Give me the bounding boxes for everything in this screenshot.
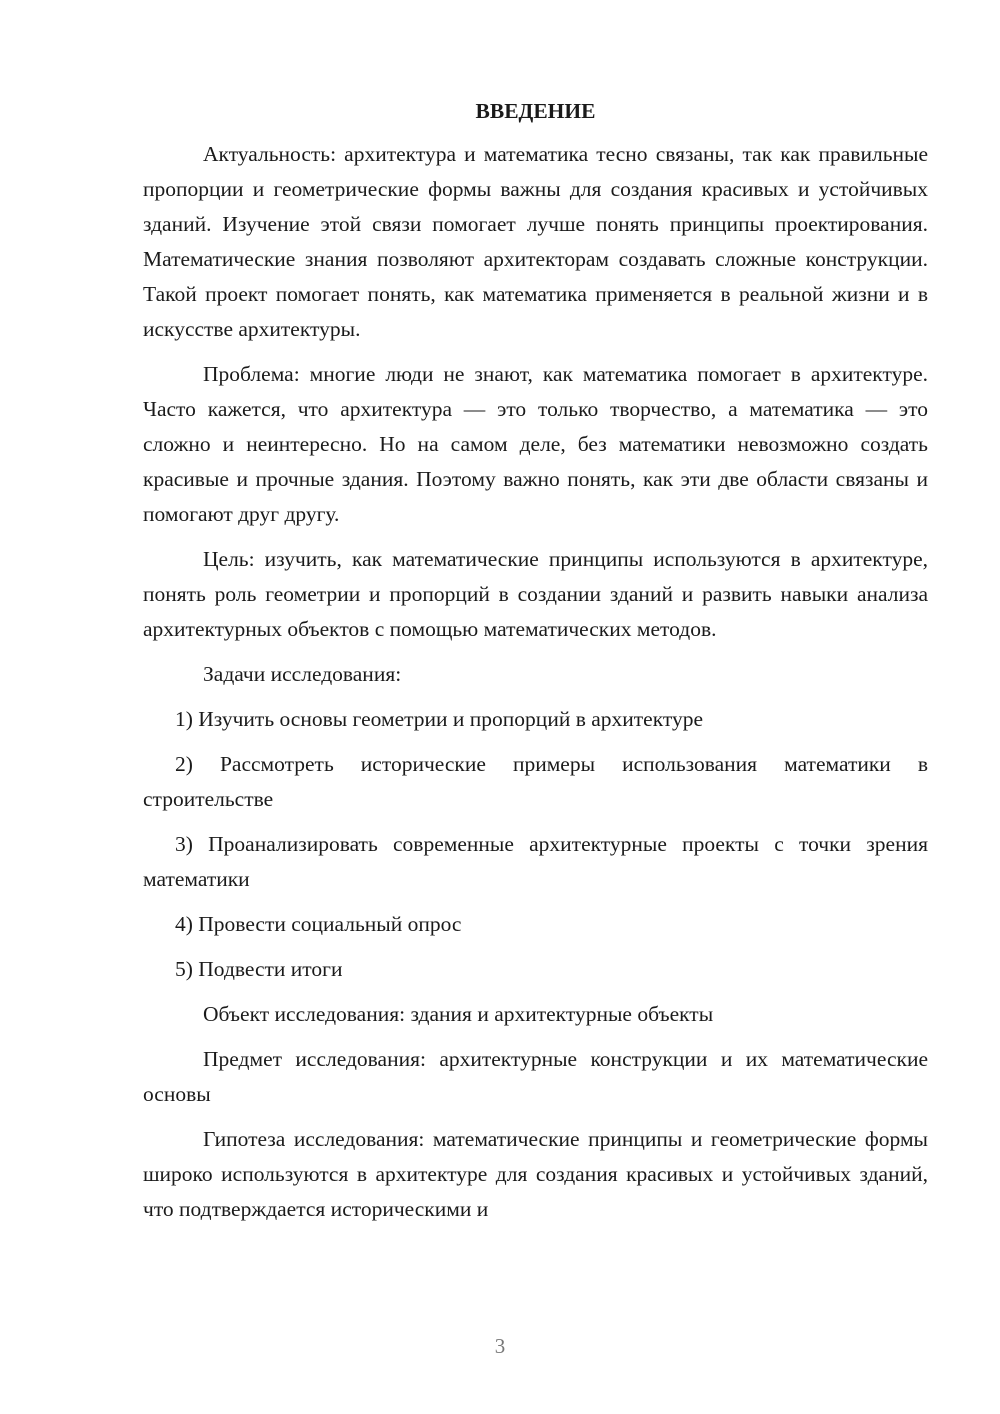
problem-paragraph: Проблема: многие люди не знают, как математика помогает в архитектуре. Часто кажется, что архитектура — это только творчество, а математика — это сложно и неинтересно. Но на самом деле, без математики невозможно создать красивые и прочные здания. Поэтому важно понять, как эти две области связаны и помогают друг другу. [143, 362, 928, 526]
section-heading: ВВЕДЕНИЕ [475, 99, 596, 123]
hypothesis-paragraph: Гипотеза исследования: математические принципы и геометрические формы широко используются в архитектуре для создания красивых и устойчивых зданий, что подтверждается историческими и [143, 1127, 928, 1221]
relevance-paragraph: Актуальность: архитектура и математика тесно связаны, так как правильные пропорции и геометрические формы важны для создания красивых и устойчивых зданий. Изучение этой связи помогает лучше понять принципы проектирования. Математические знания позволяют архитекторам создавать сложные конструкции. Такой проект помогает понять, как математика применяется в реальной жизни и в искусстве архитектуры. [143, 142, 928, 341]
task-item-1: 1) Изучить основы геометрии и пропорций в архитектуре [175, 707, 704, 731]
goal-paragraph: Цель: изучить, как математические принципы используются в архитектуре, понять роль геометрии и пропорций в создании зданий и развить навыки анализа архитектурных объектов с помощью математических методов. [143, 547, 928, 641]
task-item-5: 5) Подвести итоги [175, 957, 343, 981]
page-number: 3 [494, 1334, 506, 1358]
task-item-4: 4) Провести социальный опрос [175, 912, 462, 936]
task-item-2: 2) Рассмотреть исторические примеры использования математики в строительстве [143, 752, 928, 811]
page-body [143, 96, 928, 1237]
task-item-3: 3) Проанализировать современные архитектурные проекты с точки зрения математики [143, 832, 928, 891]
subject-paragraph: Предмет исследования: архитектурные конструкции и их математические основы [143, 1047, 928, 1106]
tasks-heading: Задачи исследования: [203, 662, 402, 686]
object-paragraph: Объект исследования: здания и архитектурные объекты [203, 1002, 714, 1026]
